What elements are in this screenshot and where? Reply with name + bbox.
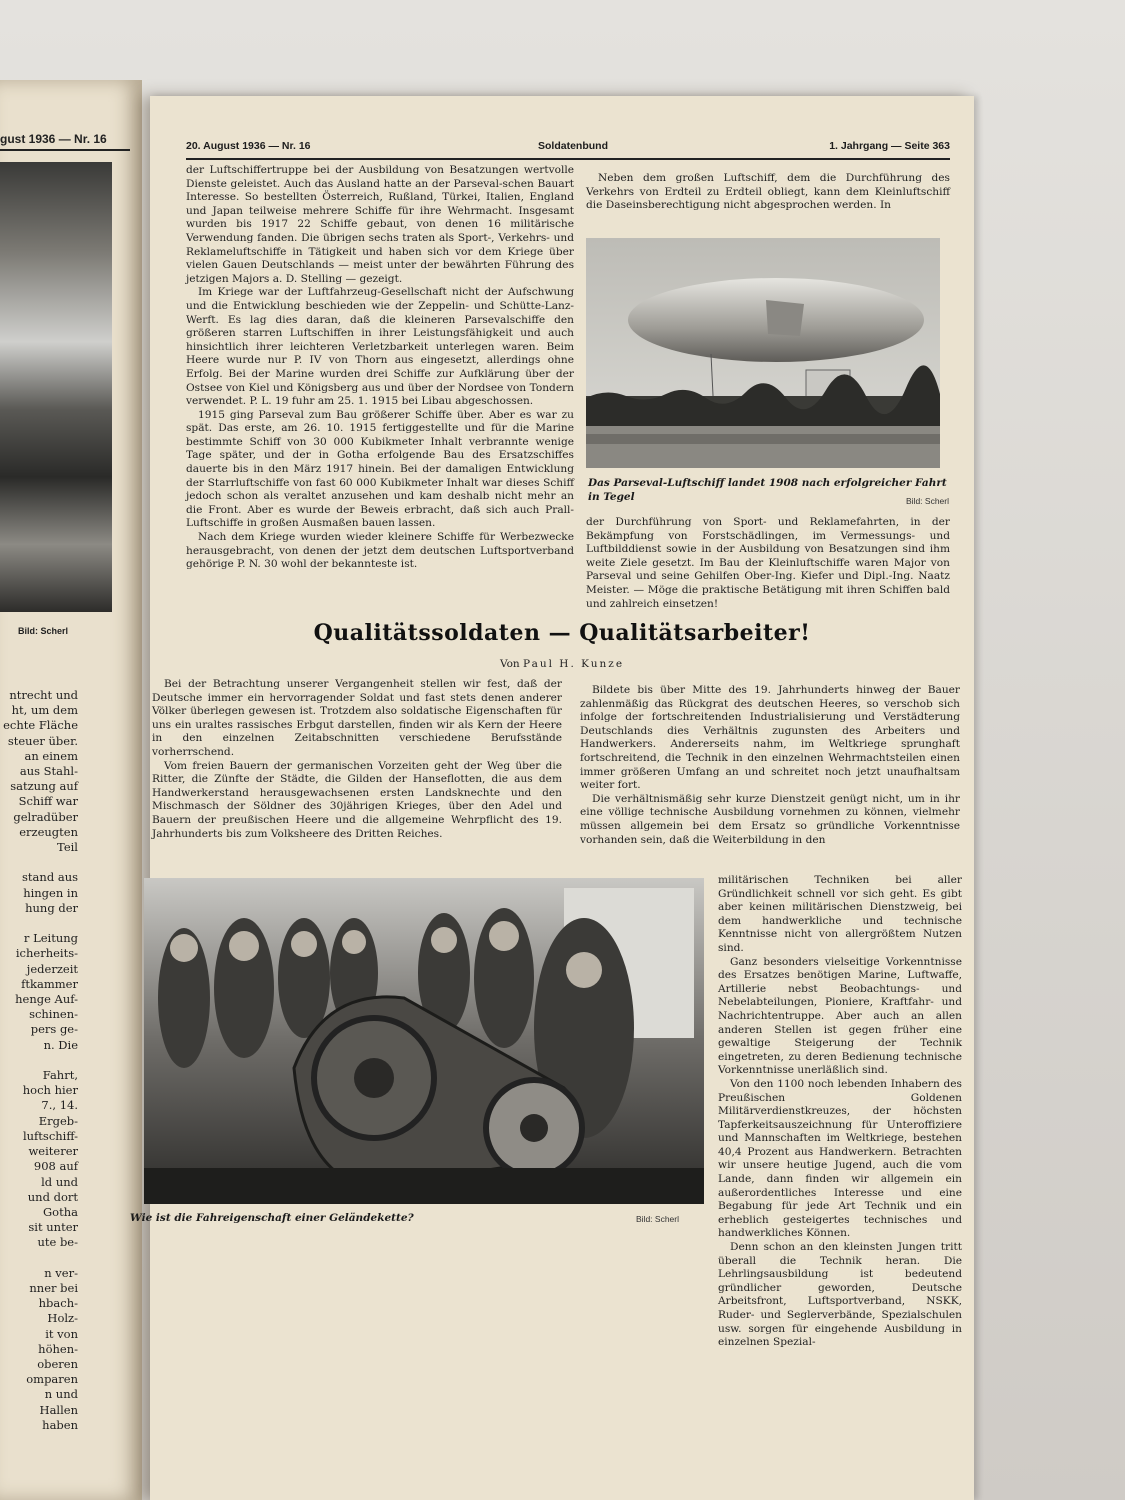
workshop-photo-credit: Bild: Scherl (636, 1214, 679, 1224)
paragraph: Neben dem großen Luftschiff, dem die Durchführung des Verkehrs von Erdteil zu Erdteil obliegt, kann dem Kleinluftschiff die Daseinsberechtigung nicht abgesprochen werden. In (586, 172, 950, 212)
airship-photo (586, 238, 940, 468)
article-left-column (152, 678, 562, 864)
header-volume-page: 1. Jahrgang — Seite 363 (829, 140, 950, 152)
paragraph: Ganz besonders vielseitige Vorkenntnisse des Ersatzes benötigen Marine, Luftwaffe, Artillerie nebst Beobachtungs- und Nebelabteilungen, Pioniere, Kraftfahr- und Nachrichtentruppe. Aber auch an allen anderen Stellen ist gegen früher eine gewaltige Steigerung der Technik eingetreten, zu deren Bedienung technische Vorkenntnisse unerläßlich sind. (718, 955, 962, 1077)
article-headline: Qualitätssoldaten — Qualitätsarbeiter! (313, 620, 811, 646)
small-airship-column (586, 516, 950, 610)
paragraph: Im Kriege war der Luftfahrzeug-Gesellschaft nicht der Aufschwung und die Entwicklung beschieden wie der Zeppelin- und Schütte-Lanz-Werft. Es lag dies daran, daß die kleineren Parsevalschiffe den größeren starren Luftschiffen in ihrer Leistungsfähigkeit und auch hinsichtlich ihrer leichteren Verletzbarkeit unterlegen waren. Beim Heere wurde nur P. IV von Thorn aus eingesetzt, allerdings ohne Erfolg. Bei der Marine wurden drei Schiffe zur Aufklärung über der Ostsee von Kiel und Königsberg aus und über der Nordsee von Tondern verwendet. P. L. 19 fuhr am 25. 1. 1915 bei Libau abgeschossen. (186, 286, 574, 408)
magazine-page (130, 96, 974, 1500)
header-rule (186, 158, 950, 160)
paragraph: der Durchführung von Sport- und Reklamefahrten, in der Bekämpfung von Forstschädlingen, im Vermessungs- und Luftbilddienst sowie in der Ausbildung von Besatzungen sind ihm weite Ziele gesetzt. Im Bau der Kleinluftschiffe waren Major von Parseval und seine Gehilfen Ober-Ing. Kiefer und Dipl.-Ing. Naatz Meister. — Möge die praktische Betätigung mit ihren Schiffen bald und zahlreich einsetzen! (586, 516, 950, 610)
workshop-photo-caption: Wie ist die Fahreigenschaft einer Geländekette? (130, 1212, 414, 1224)
left-page-text: ntrecht und ht, um dem echte Fläche steuer über. an einem aus Stahl- satzung auf Schiff war gelradüber erzeugten Teil stand aus hingen in hung der r Leitung icherheits- jederzeit ftkammer henge Auf- schinen- pers ge- n. Die Fahrt, hoch hier 7., 14. Ergeb- luftschiff- weiterer 908 auf ld und und dort Gotha sit unter ute be- n ver- nner bei hbach- Holz- it von höhen- oberen omparen n und Hallen haben (3, 688, 78, 1432)
byline-prefix: Von (499, 658, 520, 670)
paragraph: Denn schon an den kleinsten Jungen tritt überall die Technik heran. Die Lehrlingsausbildung ist bedeutend gründlicher geworden, Deutsche Arbeitsfront, Luftsportverband, NSKK, Ruder- und Seglerverbände, Spezialschulen usw. sorgen für eingehende Ausbildung in einzelnen Spezial- (718, 1241, 962, 1349)
airship-photo-image (586, 238, 940, 468)
paragraph: Bei der Betrachtung unserer Vergangenheit stellen wir fest, daß der Deutsche immer ein hervorragender Soldat und fast stets denen anderer Völker überlegen gewesen ist. Trotzdem also soldatische Eigenschaften für uns ein uraltes rassisches Erbgut darstellen, finden wir als Kern der Heere in den einzelnen Zeitabschnitten verschiedene Berufsstände vorherrschend. (152, 678, 562, 758)
workshop-photo (144, 878, 704, 1204)
workshop-photo-image (144, 878, 704, 1204)
left-page-photo (0, 162, 112, 612)
byline-author: Paul H. Kunze (523, 658, 625, 670)
left-page-header: gust 1936 — Nr. 16 (0, 132, 130, 151)
header-date-issue: 20. August 1936 — Nr. 16 (186, 140, 311, 152)
paragraph: Die verhältnismäßig sehr kurze Dienstzeit genügt nicht, um in ihr eine völlige technische Ausbildung vornehmen zu können, vielmehr müssen allgemein bei dem Ersatz so gründliche Vorkenntnisse vorhanden sein, daß die Weiterbildung in den (580, 792, 960, 846)
article-narrow-column (718, 874, 962, 1349)
left-page-fragment (0, 80, 142, 1500)
paragraph: der Luftschiffertruppe bei der Ausbildung von Besatzungen wertvolle Dienste geleistet. Auch das Ausland hatte an der Parseval-schen Bauart Interesse. So bestellten Österreich, Rußland, Türkei, Italien, England und Japan teilweise mehrere Schiffe für ihre Wehrmacht. Insgesamt wurden bis 1917 22 Schiffe gebaut, von denen 16 militärische Verwendung fanden. Die übrigen sechs traten als Sport-, Verkehrs- und Reklameluftschiffe in Tätigkeit und haben sich vor dem Kriege über vielen Gauen Deutschlands — meist unter der bewährten Führung des jetzigen Majors a. D. Stelling — gezeigt. (186, 164, 574, 285)
small-airship-intro (586, 172, 950, 222)
paragraph: Von den 1100 noch lebenden Inhabern des Preußischen Goldenen Militärverdienstkreuzes, der höchsten Tapferkeitsauszeichnung für Unteroffiziere und Mannschaften im Weltkriege, bestehen 40,4 Prozent aus Handwerkern. Betrachten wir unsere heutige Jugend, auch die vom Lande, dann finden wir allgemein ein außerordentliches Interesse und eine Begabung für jede Art Technik und ein erheblich gesteigertes technisches und handwerkliches Können. (718, 1077, 962, 1240)
airship-history-column (186, 164, 574, 604)
paragraph: Nach dem Kriege wurden wieder kleinere Schiffe für Werbezwecke herausgebracht, von denen der jetzt dem deutschen Luftsportverband gehörige P. N. 30 wohl der bekannteste ist. (186, 531, 574, 571)
article-right-column (580, 684, 960, 870)
paragraph: 1915 ging Parseval zum Bau größerer Schiffe über. Aber es war zu spät. Das erste, am 26. 10. 1915 fertiggestellte und für die Marine bestimmte Schiff von 30 000 Kubikmeter Inhalt verbrannte wenige Tage später, und der in Gotha erfolgende Bau des Ersatzschiffes dauerte bis in den März 1917 hinein. Bei der damaligen Entwicklung der Starrluftschiffe von fast 60 000 Kubikmeter Inhalt war dieses Schiff jedoch schon als veraltet anzusehen und kam deshalb nicht mehr an die Front. Aber es wurde der Beweis erbracht, daß sich auch Prall-Luftschiffe in großen Ausmaßen bauen lassen. (186, 408, 574, 530)
article-byline (150, 658, 974, 670)
paragraph: militärischen Techniken bei aller Gründlichkeit schnell vor sich geht. Es gibt aber keinen militärischen Dienstzweig, bei dem handwerkliche und technische Kenntnisse nicht von allergrößtem Nutzen sind. (718, 874, 962, 954)
paragraph: Vom freien Bauern der germanischen Vorzeiten geht der Weg über die Ritter, die Zünfte der Städte, die Gilden der Hanseflotten, die aus dem Handwerkerstand herausgewachsenen ersten Landsknechte und den Mischmasch der Söldner des 30jährigen Krieges, über den Adel und Bauern der preußischen Heere und die allgemeine Wehrpflicht des 19. Jahrhunderts bis zum Volksheere des Dritten Reiches. (152, 759, 562, 840)
header-publication: Soldatenbund (538, 140, 608, 152)
airship-photo-caption: Das Parseval-Luftschiff landet 1908 nach erfolgreicher Fahrt in Tegel (588, 477, 947, 503)
left-photo-credit: Bild: Scherl (18, 626, 69, 636)
airship-photo-credit: Bild: Scherl (906, 496, 949, 506)
paragraph: Bildete bis über Mitte des 19. Jahrhunderts hinweg der Bauer zahlenmäßig das Rückgrat des deutschen Heeres, so verschob sich infolge der fortschreitenden Industrialisierung und Verstädterung Deutschlands dies Verhältnis zugunsten des Arbeiters und Handwerkers. Andererseits nahm, im Weltkriege sprunghaft fortschreitend, die Technik in den einzelnen Wehrmachtsteilen einen immer größeren Umfang an und schreitet noch jetzt unaufhaltsam weiter fort. (580, 684, 960, 792)
page-header (186, 140, 950, 156)
